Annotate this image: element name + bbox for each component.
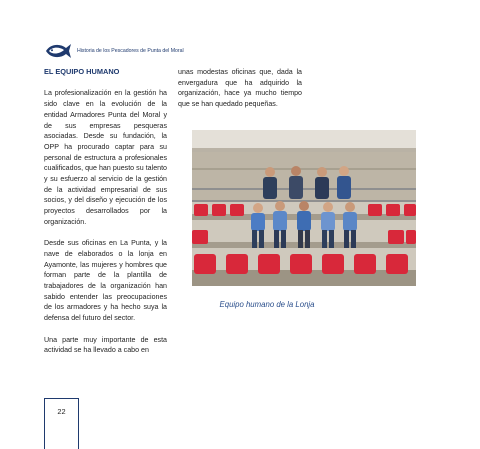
fish-icon: [44, 42, 72, 60]
paragraph: Desde sus oficinas en La Punta, y la nave de elaborados o la lonja en Ayamonte, las mujeres y hombres que forman parte de la plantilla de trabajadores de la organización han sabido entender las preocupaciones de los armadores y ha hecho suya la defensa del futuro del sector.: [44, 239, 167, 323]
team-photo: [192, 130, 416, 286]
header-title: Historia de los Pescadores de Punta del Moral: [77, 48, 184, 54]
paragraph: La profesionalización en la gestión ha sido clave en la evolución de la entidad Armadores Punta del Moral y de sus empresas pesqueras asociadas. Desde su fundación, la OPP ha procurado captar para su personal de estructura a profesionales cualificados, que han puesto su talento y su esfuerzo al servicio de la gestión de la actividad empresarial de sus socios, y del diseño y ejecución de los proyectos desarrollados por la organización.: [44, 89, 167, 226]
team-photo-illustration: [192, 130, 416, 286]
paragraph: Una parte muy importante de esta actividad se ha llevado a cabo en: [44, 335, 167, 355]
right-text-column: [178, 67, 302, 121]
page-number-box: [44, 398, 79, 449]
section-heading: EL EQUIPO HUMANO: [44, 67, 120, 76]
paragraph: unas modestas oficinas que, dada la envergadura que ha adquirido la organización, hace ya mucho tiempo que se han quedado pequeñas.: [178, 68, 302, 109]
left-text-column: [44, 67, 167, 367]
page-number: 22: [57, 407, 66, 416]
running-header: [44, 42, 184, 60]
photo-caption: Equipo humano de la Lonja: [219, 300, 315, 309]
